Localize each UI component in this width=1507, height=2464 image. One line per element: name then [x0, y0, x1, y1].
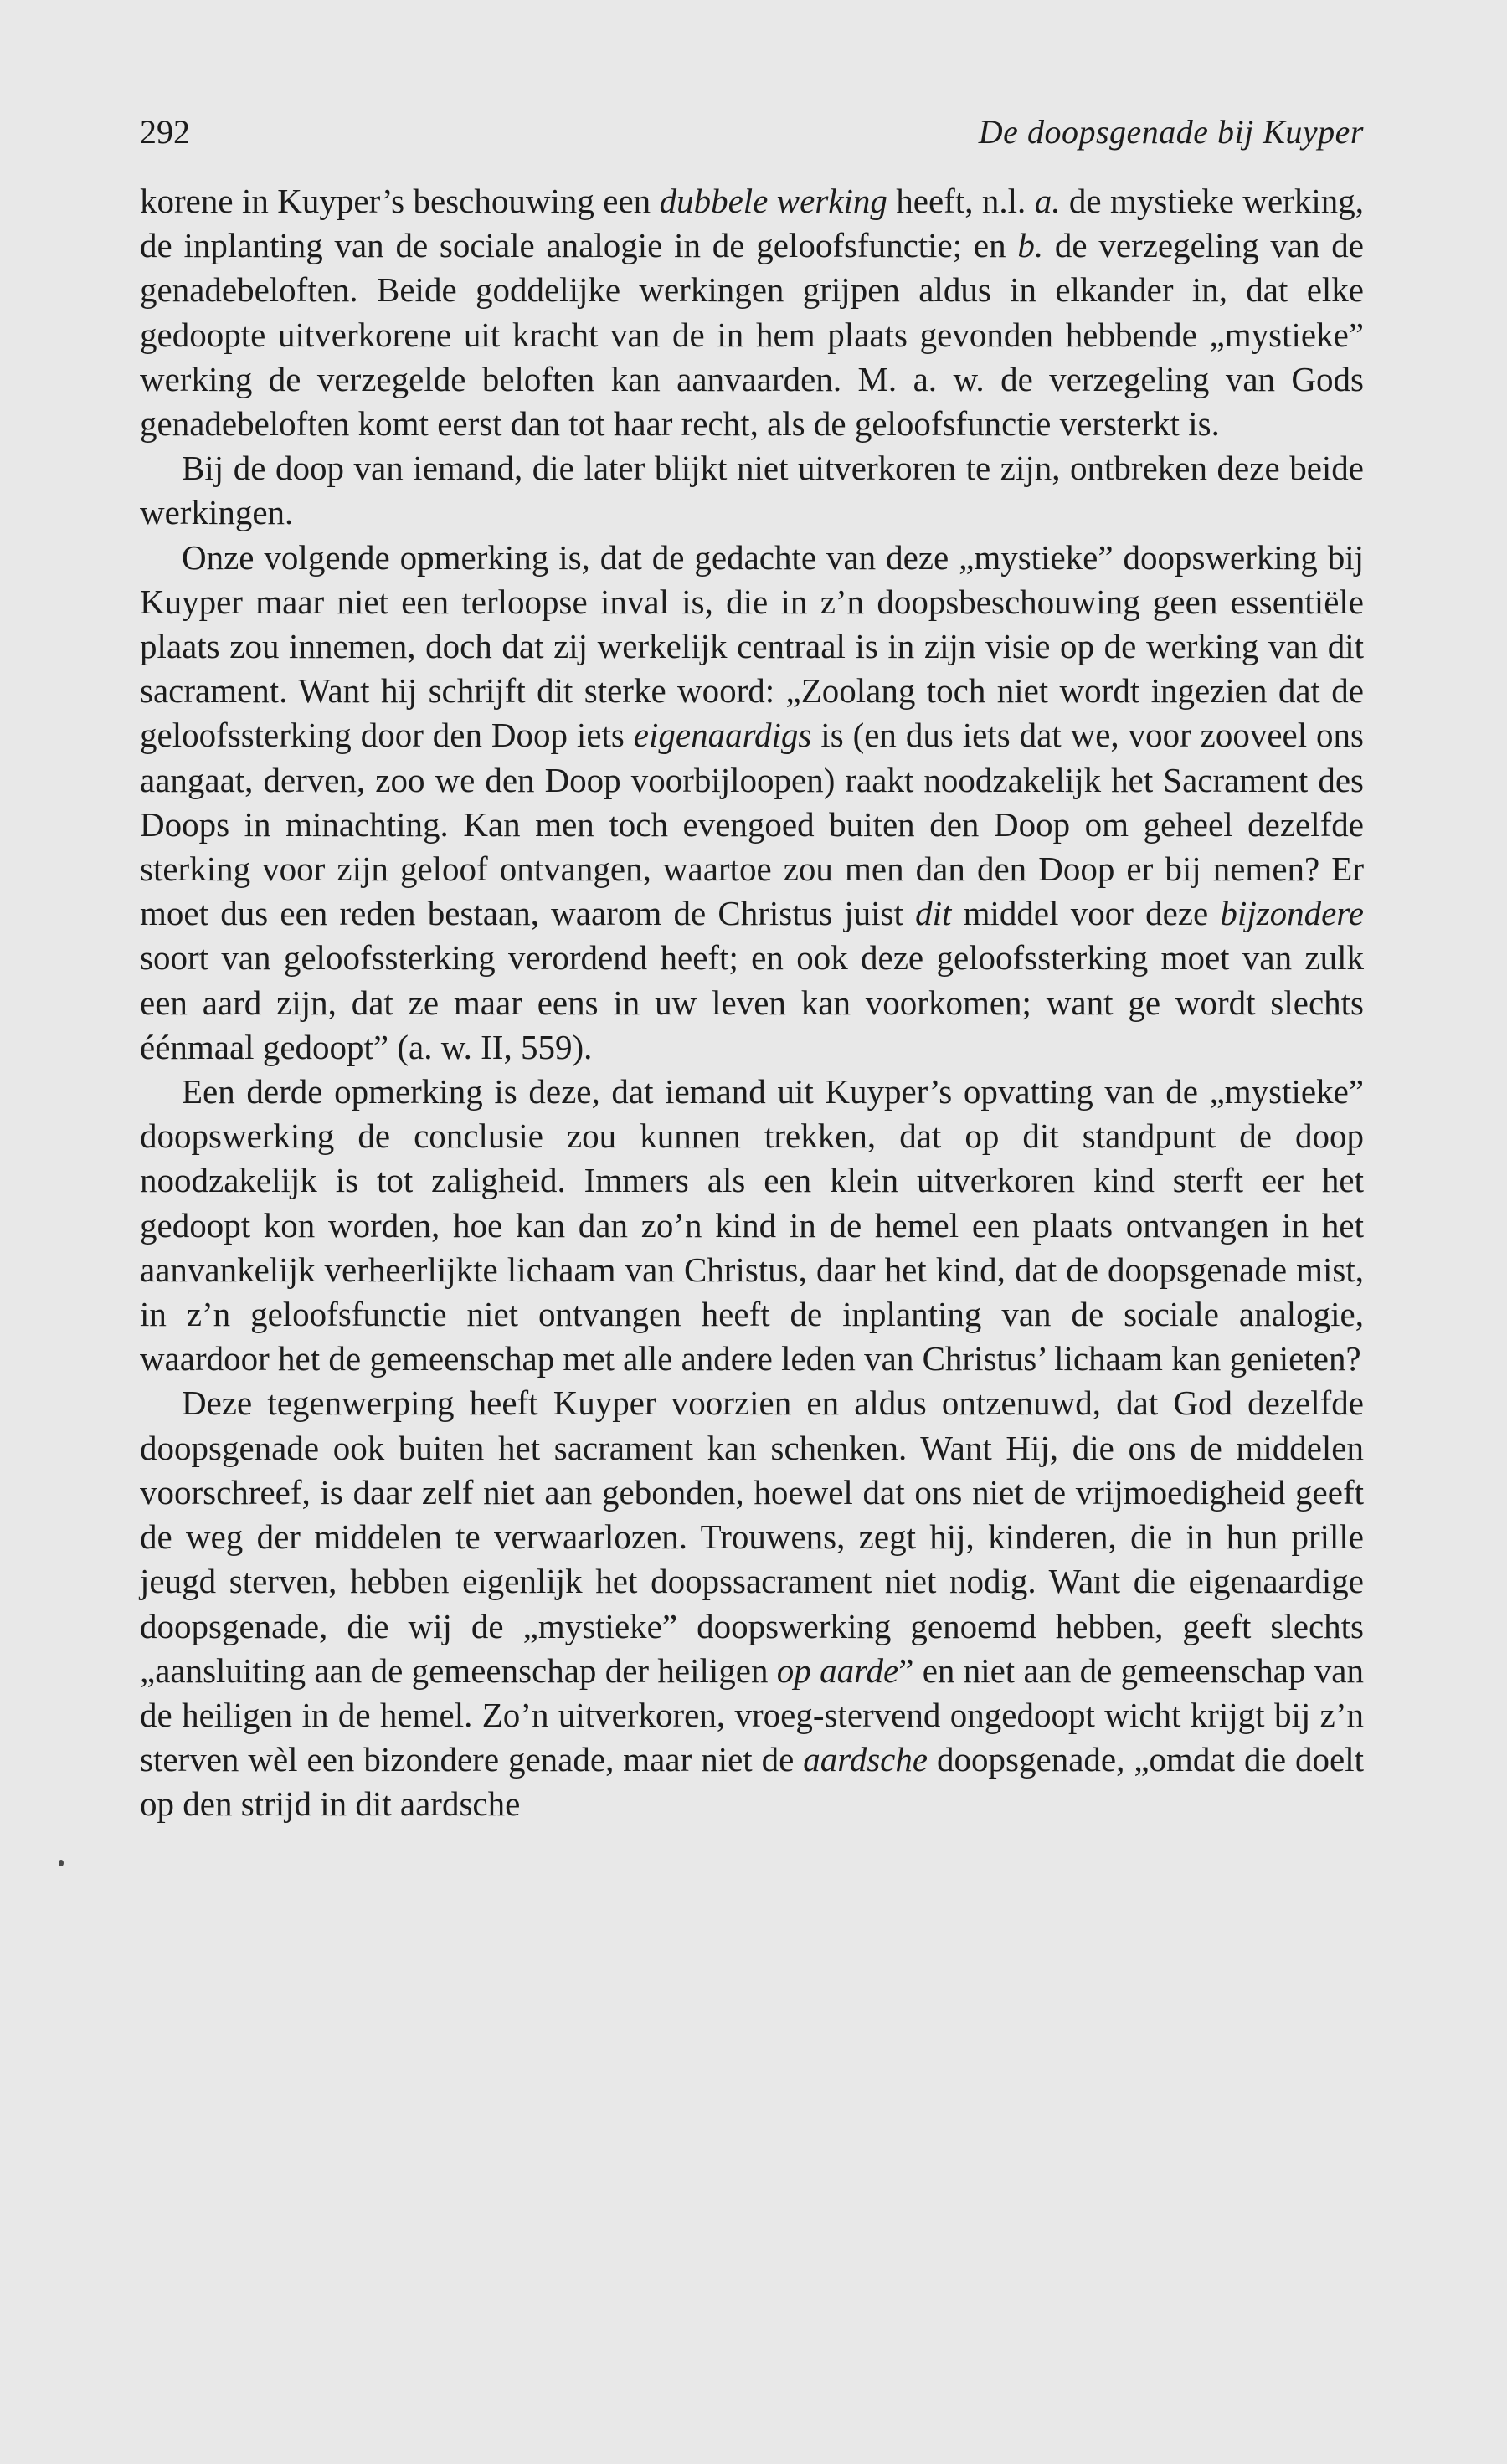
text-run: de mystieke werking, de inplanting van de sociale analogie in de geloofsfunctie; en [140, 182, 1364, 265]
text-run: Bij de doop van iemand, die later blijkt niet uitverkoren te zijn, ontbreken deze beide werkingen. [140, 449, 1364, 532]
text-run: ” en niet aan de gemeenschap van de heiligen in de hemel. Zo’n uitverkoren, vroeg-stervend ongedoopt wicht krijgt bij z’n sterven wèl een bizondere genade, maar niet de [140, 1650, 1364, 1779]
text-run: soort van geloofssterking verordend heeft; en ook deze geloofssterking moet van zulk een aard zijn, dat ze maar eens in uw leven kan voorkomen; want ge wordt slechts éénmaal gedoopt” (a. w. II, 559). [140, 938, 1364, 1066]
text-run: de verzegeling van de genadebeloften. Beide goddelijke werkingen grijpen aldus in elkander in, dat elke gedoopte uitverkorene uit kracht van de in hem plaats gevonden hebbende „mystieke” werking de verzegelde beloften kan aanvaarden. M. a. w. de verzegeling van Gods genadebeloften komt eerst dan tot haar recht, als de geloofsfunctie versterkt is. [140, 226, 1364, 444]
italic-phrase: dit [915, 894, 952, 933]
page-header [140, 107, 1364, 157]
text-run: Een derde opmerking is deze, dat iemand uit Kuyper’s opvatting van de „mystieke” doopswerking de conclusie zou kunnen trekken, dat op dit standpunt de doop noodzakelijk is tot zaligheid. Immers als een klein uitverkoren kind sterft eer het gedoopt kon worden, hoe kan dan zo’n kind in de hemel een plaats ontvangen in het aanvankelijk verheerlijkte lichaam van Christus, daar het kind, dat de doopsgenade mist, in z’n geloofsfunctie niet ontvangen heeft de inplanting van de sociale analogie, waardoor het de gemeenschap met alle andere leden van Christus’ lichaam kan genieten? [140, 1072, 1364, 1378]
text-run: heeft, n.l. [887, 182, 1035, 220]
text-run: Deze tegenwerping heeft Kuyper voorzien en aldus ontzenuwd, dat God dezelfde doopsgenade ook buiten het sacrament kan schenken. Want Hij, die ons de middelen voorschreef, is daar zelf niet aan gebonden, hoewel dat ons niet de vrijmoedigheid geeft de weg der middelen te verwaarlozen. Trouwens, zegt hij, kinderen, die in hun prille jeugd sterven, hebben eigenlijk het doopssacrament niet nodig. Want die eigenaardige doopsgenade, die wij de „mystieke” doopswerking genoemd hebben, geeft slechts „aansluiting aan de gemeenschap der heiligen [140, 1383, 1364, 1690]
text-run: is (en dus iets dat we, voor zooveel ons aangaat, derven, zoo we den Doop voorbijloopen) raakt noodzakelijk het Sacrament des Doops in minachting. Kan men toch evengoed buiten den Doop om geheel dezelfde sterking voor zijn geloof ontvangen, waartoe zou men dan den Doop er bij nemen? Er moet dus een reden bestaan, waarom de Christus juist [140, 716, 1364, 933]
page-number: 292 [140, 113, 190, 151]
text-run: doopsgenade, „omdat die doelt op den strijd in dit aardsche [140, 1740, 1364, 1824]
italic-phrase: dubbele werking [659, 182, 887, 220]
running-title: De doopsgenade bij Kuyper [978, 113, 1364, 151]
paragraph [140, 1381, 1364, 1826]
italic-phrase: op aarde [776, 1650, 899, 1690]
paragraph [140, 179, 1364, 446]
text-run: korene in Kuyper’s beschouwing een [140, 182, 660, 220]
italic-phrase: b. [1017, 226, 1044, 265]
body-text [140, 179, 1364, 1827]
paragraph [140, 446, 1364, 535]
italic-phrase: a. [1034, 182, 1061, 220]
paragraph [140, 1070, 1364, 1381]
italic-phrase: aardsche [803, 1740, 928, 1779]
text-run: middel voor deze [951, 894, 1221, 933]
paragraph [140, 536, 1364, 1070]
italic-phrase: eigenaardigs [633, 716, 812, 755]
text-run: Onze volgende opmerking is, dat de gedachte van deze „mystieke” doopswerking bij Kuyper maar niet een terloopse inval is, die in z’n doopsbeschouwing geen essentiële plaats zou innemen, doch dat zij werkelijk centraal is in zijn visie op de werking van dit sacrament. Want hij schrijft dit sterke woord: „Zoolang toch niet wordt ingezien dat de geloofssterking door den Doop iets [140, 537, 1364, 755]
italic-phrase: bijzondere [1220, 894, 1364, 933]
margin-speck [59, 1860, 64, 1866]
